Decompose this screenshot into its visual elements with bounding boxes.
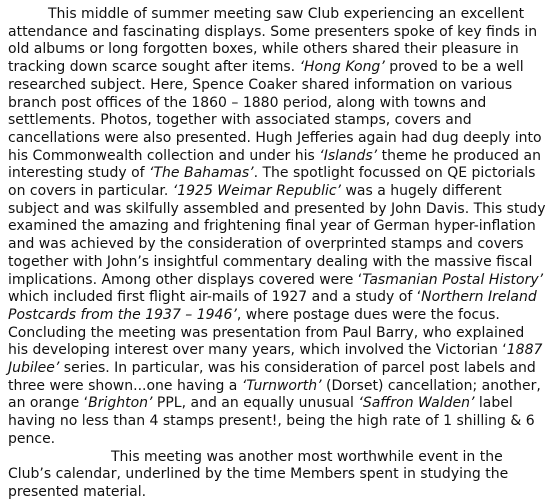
text-segment: , where postage dues were the focus. Concluding the meeting was presentation from Paul Barry, who explained his developing interest over many years, which involved the Victorian ‘ (8, 306, 525, 359)
text-segment: label having no less than 4 stamps present!, being the high rate of 1 shilling & 6 pence. (8, 395, 535, 447)
text-segment: PPL, and an equally unusual (152, 395, 359, 412)
text-segment: This middle of summer meeting saw Club experiencing an excellent attendance and fascinating displays. Some presenters spoke of key finds in old albums or long forgotten boxes, while others shared their pleasure in tracking down scarce sought after items. (8, 6, 538, 76)
italic-text-segment: ‘Turnworth’ (241, 377, 322, 394)
italic-text-segment: 1887 Jubilee’ (8, 342, 543, 377)
text-segment: proved to be a well researched subject. Here, Spence Coaker shared information on various branch post offices of the 1860 – 1880 period, along with towns and settlements. Photos, together with associated stamps, covers and cancellations were also presented. Hugh Jefferies again had dug deeply into his Commonwealth collection and under his (8, 59, 542, 164)
text-segment: theme he produced an interesting study of (8, 147, 541, 182)
text-segment: . The spotlight focussed on QE pictorials on covers in particular. (8, 165, 536, 200)
italic-text-segment: ‘1925 Weimar Republic’ (172, 183, 341, 200)
text-segment: series. In particular, was his consideration of parcel post labels and three were shown...one having a (8, 360, 536, 394)
italic-text-segment: ‘Hong Kong’ (299, 59, 385, 76)
italic-text-segment: Tasmanian Postal History’ (362, 271, 544, 288)
italic-text-segment: Brighton’ (88, 395, 153, 412)
text-segment: This meeting was another most worthwhile event in the Club’s calendar, underlined by the time Members spent in studying the presented material. (8, 448, 509, 500)
document-body (8, 6, 548, 502)
paragraph-meeting-report (8, 6, 548, 449)
italic-text-segment: Northern Ireland Postcards from the 1937 – 1946’ (8, 289, 537, 323)
italic-text-segment: ‘The Bahamas’ (149, 165, 254, 182)
text-segment: which included first flight air-mails of 1927 and a study of ‘ (8, 289, 422, 306)
italic-text-segment: ‘Saffron Walden’ (358, 395, 475, 412)
text-segment: was a hugely different subject and was skilfully assembled and presented by John Davis. This study examined the amazing and frightening final year of German hyper-inflation and was achieved by the consideration of overprinted stamps and covers together with John’s insightful commentary dealing with the massive fiscal implications. Among other displays covered were ‘ (8, 183, 546, 288)
paragraph-closing-remark (8, 449, 548, 502)
italic-text-segment: ‘Islands’ (319, 147, 378, 164)
text-segment: (Dorset) cancellation; another, an orange ‘ (8, 377, 541, 412)
